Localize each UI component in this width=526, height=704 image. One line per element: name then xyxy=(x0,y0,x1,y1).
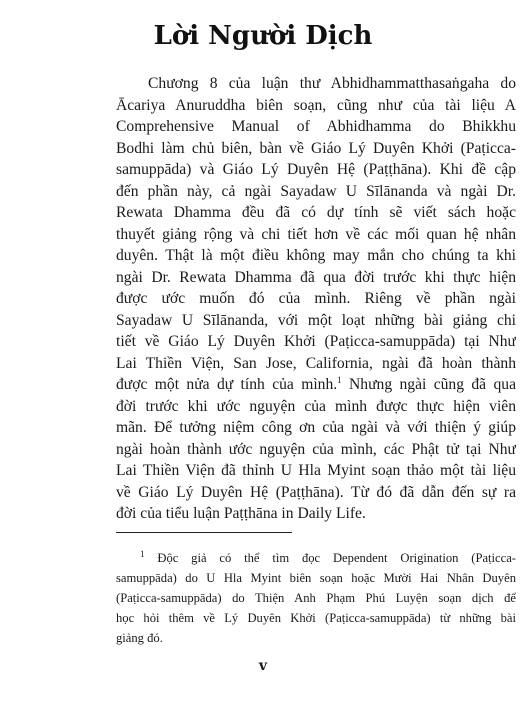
footnote-line: (Paṭicca-samuppāda) do Thiện Anh Phạm Phú Luyện soạn dịch để xyxy=(116,591,516,605)
footnote-line: học hỏi thêm về Lý Duyên Khởi (Paṭicca-samuppāda) từ những bài xyxy=(116,611,516,625)
footnote xyxy=(116,548,516,648)
body-line: Comprehensive Manual of Abhidhamma do Bhikkhu xyxy=(116,118,516,135)
footnote-line: giảng đó. xyxy=(116,631,163,645)
body-line: duyên. Thật là một điều không may mắn cho chúng ta khi xyxy=(116,247,516,264)
footnote-line-text: Độc giả có thể tìm đọc Dependent Origination (Paṭicca- xyxy=(157,551,516,565)
body-line: đời của tiểu luận Paṭṭhāna in Daily Life. xyxy=(116,505,366,522)
footnote-marker: 1 xyxy=(140,548,145,559)
body-line: đời trước khi ước nguyện của mình được thực hiện viên xyxy=(116,397,516,415)
page-title: Lời Người Dịch xyxy=(153,21,373,51)
page-number: v xyxy=(258,658,268,674)
body-line: mãn. Để tưởng niệm công ơn của ngài và với thiện ý giúp xyxy=(116,419,516,436)
body-line: Chương 8 của luận thư Abhidhammatthasaṅgaha do xyxy=(148,75,516,92)
body-line: samuppāda) và Giáo Lý Duyên Hệ (Paṭṭhāna). Khi đề cập xyxy=(116,161,516,178)
body-line: tiết về Giáo Lý Duyên Khởi (Paṭicca-samuppāda) tại Như xyxy=(116,333,516,350)
footnote-line: samuppāda) do U Hla Myint biên soạn hoặc Mười Hai Nhân Duyên xyxy=(116,571,516,585)
body-paragraph xyxy=(116,73,516,525)
body-line: Ācariya Anuruddha biên soạn, cũng như của tài liệu A xyxy=(116,96,516,114)
body-line-text: Nhưng ngài cũng đã qua xyxy=(341,376,516,393)
body-line: Sayadaw U Sīlānanda, với một loạt những bài giảng chi xyxy=(116,311,516,329)
body-line: Rewata Dhamma đều đã có dự tính sẽ viết sách hoặc xyxy=(116,204,516,221)
body-line-text: được một nửa dự tính của mình. xyxy=(116,376,338,393)
body-line: ngài hoàn thành ước nguyện của mình, các Phật tử tại Như xyxy=(116,440,516,458)
footnote-reference[interactable]: 1 xyxy=(337,374,342,385)
body-line: về Giáo Lý Duyên Hệ (Paṭṭhāna). Từ đó đã dẫn đến sự ra xyxy=(116,483,516,501)
body-line: Lai Thiền Viện, San Jose, California, ngài đã hoàn thành xyxy=(116,354,516,372)
body-line: thuyết giảng rộng và chi tiết hơn về các mối quan hệ nhân xyxy=(116,225,516,243)
body-line-with-footnote xyxy=(116,374,516,396)
footnote-separator xyxy=(116,532,292,533)
body-line: đến phần này, cả ngài Sayadaw U Sīlānanda và ngài Dr. xyxy=(116,182,516,200)
body-line: Lai Thiền Viện đã thỉnh U Hla Myint soạn thảo một tài liệu xyxy=(116,462,516,479)
body-line: ngài Dr. Rewata Dhamma đã qua đời trước khi thực hiện xyxy=(116,268,516,286)
body-line: được ước muốn đó của mình. Riêng về phần ngài xyxy=(116,290,516,307)
body-line: Bodhi làm chủ biên, bàn về Giáo Lý Duyên Khởi (Paṭicca- xyxy=(116,139,516,157)
footnote-line-first xyxy=(116,548,516,568)
